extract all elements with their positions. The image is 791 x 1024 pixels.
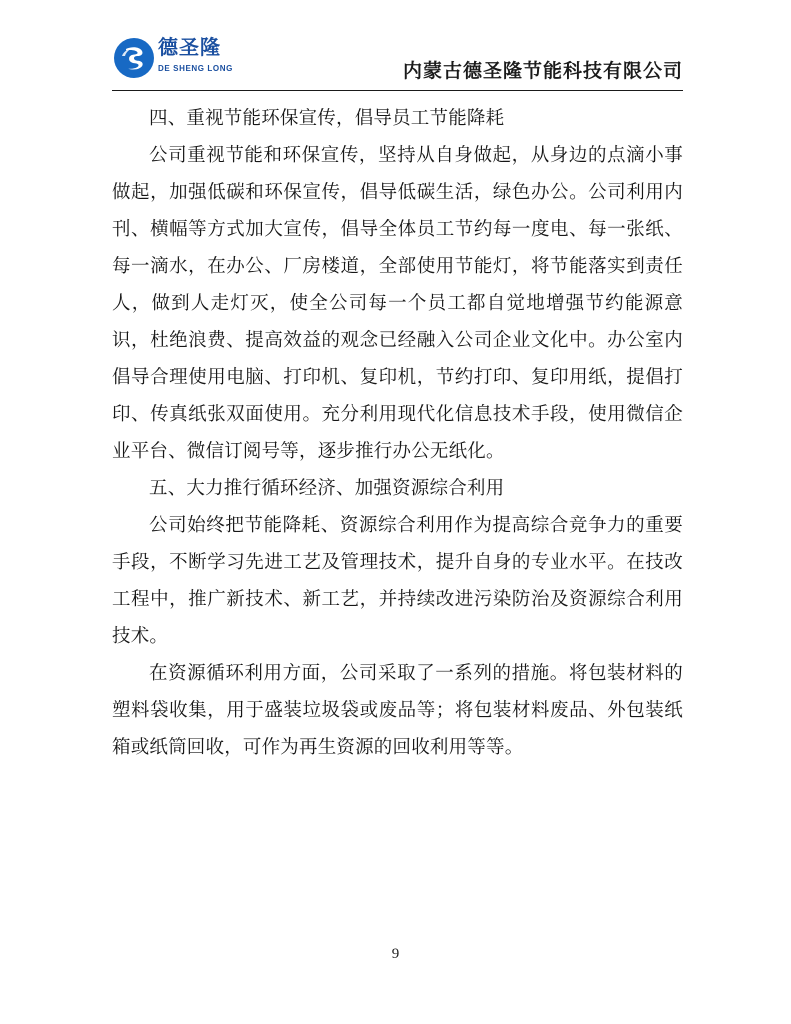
document-body (112, 101, 683, 767)
header-divider (112, 90, 683, 91)
page-header (112, 34, 683, 90)
section-paragraph-3: 在资源循环利用方面，公司采取了一系列的措施。将包装材料的塑料袋收集，用于盛装垃圾袋或废品等；将包装材料废品、外包装纸箱或纸筒回收，可作为再生资源的回收利用等等。 (112, 664, 683, 758)
dragon-s-logo-icon (112, 36, 156, 80)
section-heading-5: 五、大力推行循环经济、加强资源综合利用 (149, 479, 505, 499)
company-title: 内蒙古德圣隆节能科技有限公司 (402, 61, 683, 82)
section-paragraph-1: 公司重视节能和环保宣传，坚持从自身做起，从身边的点滴小事做起，加强低碳和环保宣传，倡导低碳生活，绿色办公。公司利用内刊、横幅等方式加大宣传，倡导全体员工节约每一度电、每一张纸、每一滴水，在办公、厂房楼道，全部使用节能灯，将节能落实到责任人，做到人走灯灭，使全公司每一个员工都自觉地增强节约能源意识，杜绝浪费、提高效益的观念已经融入公司企业文化中。办公室内倡导合理使用电脑、打印机、复印机，节约打印、复印用纸，提倡打印、传真纸张双面使用。充分利用现代化信息技术手段，使用微信企业平台、微信订阅号等，逐步推行办公无纸化。 (112, 146, 683, 462)
section-paragraph-2: 公司始终把节能降耗、资源综合利用作为提高综合竞争力的重要手段，不断学习先进工艺及管理技术，提升自身的专业水平。在技改工程中，推广新技术、新工艺，并持续改进污染防治及资源综合利用技术。 (112, 516, 683, 647)
logo-text-en: DE SHENG LONG (158, 64, 233, 73)
company-logo (112, 34, 237, 86)
logo-text-cn: 德圣隆 (158, 37, 221, 59)
page-number: 9 (391, 946, 400, 962)
section-heading-4: 四、重视节能环保宣传，倡导员工节能降耗 (149, 109, 505, 129)
